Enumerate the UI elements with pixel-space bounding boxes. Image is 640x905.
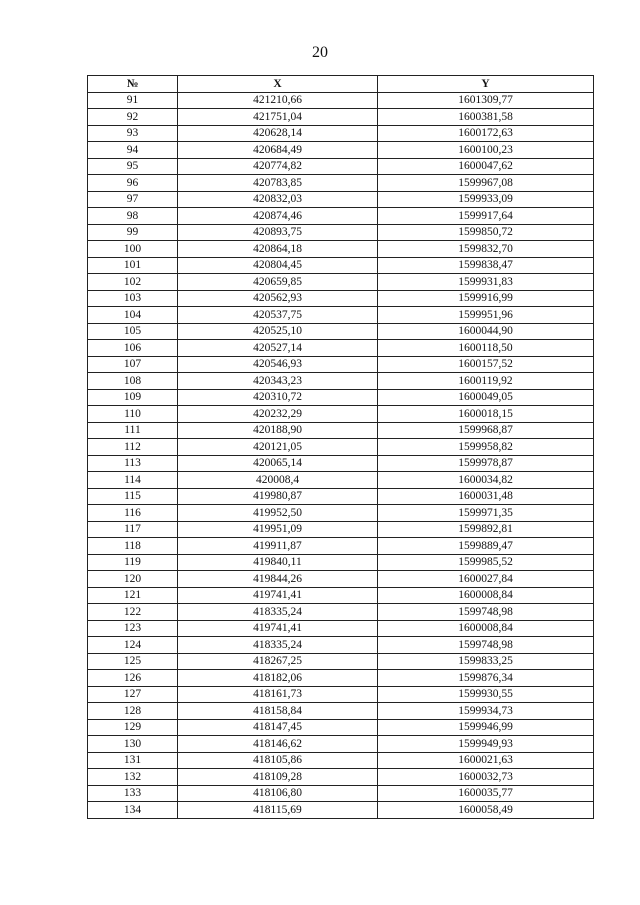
column-header-y: Y (378, 76, 594, 93)
cell-number: 92 (88, 109, 178, 126)
cell-x: 418335,24 (178, 637, 378, 654)
table-body (88, 92, 594, 818)
table-row (88, 290, 594, 307)
cell-number: 126 (88, 670, 178, 687)
cell-number: 119 (88, 554, 178, 571)
cell-number: 93 (88, 125, 178, 142)
table-row (88, 587, 594, 604)
cell-y: 1600008,84 (378, 620, 594, 637)
table-row (88, 323, 594, 340)
cell-x: 420562,93 (178, 290, 378, 307)
cell-x: 418335,24 (178, 604, 378, 621)
cell-y: 1599951,96 (378, 307, 594, 324)
cell-y: 1600034,82 (378, 472, 594, 489)
table-row (88, 142, 594, 159)
cell-x: 418105,86 (178, 752, 378, 769)
table-row (88, 769, 594, 786)
cell-y: 1599838,47 (378, 257, 594, 274)
table-row (88, 604, 594, 621)
cell-y: 1600044,90 (378, 323, 594, 340)
table-row (88, 109, 594, 126)
cell-y: 1599967,08 (378, 175, 594, 192)
cell-x: 420893,75 (178, 224, 378, 241)
table-row (88, 736, 594, 753)
cell-number: 134 (88, 802, 178, 819)
page-number: 20 (312, 44, 328, 61)
cell-y: 1599892,81 (378, 521, 594, 538)
cell-x: 419844,26 (178, 571, 378, 588)
cell-y: 1600100,23 (378, 142, 594, 159)
cell-y: 1600008,84 (378, 587, 594, 604)
cell-x: 420783,85 (178, 175, 378, 192)
cell-number: 117 (88, 521, 178, 538)
cell-y: 1601309,77 (378, 92, 594, 109)
cell-x: 419741,41 (178, 620, 378, 637)
table-row (88, 208, 594, 225)
cell-number: 102 (88, 274, 178, 291)
cell-x: 418109,28 (178, 769, 378, 786)
cell-x: 420525,10 (178, 323, 378, 340)
cell-y: 1599876,34 (378, 670, 594, 687)
table-row (88, 620, 594, 637)
cell-y: 1599946,99 (378, 719, 594, 736)
cell-y: 1599933,09 (378, 191, 594, 208)
table-row (88, 92, 594, 109)
cell-y: 1599931,83 (378, 274, 594, 291)
table-row (88, 785, 594, 802)
cell-y: 1599934,73 (378, 703, 594, 720)
table-row (88, 406, 594, 423)
cell-x: 418115,69 (178, 802, 378, 819)
cell-y: 1599832,70 (378, 241, 594, 258)
coordinates-table (87, 75, 594, 819)
cell-x: 421210,66 (178, 92, 378, 109)
cell-x: 420546,93 (178, 356, 378, 373)
table-row (88, 224, 594, 241)
cell-number: 108 (88, 373, 178, 390)
cell-number: 103 (88, 290, 178, 307)
cell-x: 420832,03 (178, 191, 378, 208)
table-row (88, 521, 594, 538)
cell-number: 94 (88, 142, 178, 159)
cell-number: 120 (88, 571, 178, 588)
cell-y: 1599985,52 (378, 554, 594, 571)
cell-y: 1599916,99 (378, 290, 594, 307)
cell-y: 1599968,87 (378, 422, 594, 439)
cell-y: 1599958,82 (378, 439, 594, 456)
cell-x: 418106,80 (178, 785, 378, 802)
table-row (88, 703, 594, 720)
cell-number: 106 (88, 340, 178, 357)
cell-x: 420121,05 (178, 439, 378, 456)
cell-x: 419952,50 (178, 505, 378, 522)
cell-x: 420008,4 (178, 472, 378, 489)
cell-number: 121 (88, 587, 178, 604)
cell-number: 122 (88, 604, 178, 621)
table-row (88, 752, 594, 769)
cell-x: 420659,85 (178, 274, 378, 291)
cell-y: 1599949,93 (378, 736, 594, 753)
cell-y: 1599978,87 (378, 455, 594, 472)
cell-x: 420684,49 (178, 142, 378, 159)
cell-x: 421751,04 (178, 109, 378, 126)
cell-number: 111 (88, 422, 178, 439)
cell-x: 420527,14 (178, 340, 378, 357)
cell-y: 1600027,84 (378, 571, 594, 588)
table-row (88, 191, 594, 208)
cell-y: 1600032,73 (378, 769, 594, 786)
cell-number: 131 (88, 752, 178, 769)
cell-number: 96 (88, 175, 178, 192)
cell-x: 420232,29 (178, 406, 378, 423)
cell-x: 418147,45 (178, 719, 378, 736)
cell-y: 1599917,64 (378, 208, 594, 225)
table-row (88, 158, 594, 175)
column-header-number: № (88, 76, 178, 93)
cell-y: 1600381,58 (378, 109, 594, 126)
table-row (88, 340, 594, 357)
cell-y: 1600119,92 (378, 373, 594, 390)
table-row (88, 439, 594, 456)
cell-number: 132 (88, 769, 178, 786)
cell-number: 104 (88, 307, 178, 324)
cell-number: 105 (88, 323, 178, 340)
cell-x: 419911,87 (178, 538, 378, 555)
table-row (88, 686, 594, 703)
cell-y: 1600035,77 (378, 785, 594, 802)
table-row (88, 670, 594, 687)
cell-y: 1599850,72 (378, 224, 594, 241)
cell-x: 420188,90 (178, 422, 378, 439)
cell-x: 419980,87 (178, 488, 378, 505)
cell-number: 124 (88, 637, 178, 654)
cell-number: 91 (88, 92, 178, 109)
cell-number: 112 (88, 439, 178, 456)
table-row (88, 719, 594, 736)
table-row (88, 455, 594, 472)
cell-x: 418182,06 (178, 670, 378, 687)
cell-y: 1599833,25 (378, 653, 594, 670)
cell-y: 1599748,98 (378, 637, 594, 654)
cell-number: 116 (88, 505, 178, 522)
table-row (88, 571, 594, 588)
column-header-x: X (178, 76, 378, 93)
cell-x: 420864,18 (178, 241, 378, 258)
cell-number: 129 (88, 719, 178, 736)
cell-x: 419951,09 (178, 521, 378, 538)
cell-number: 130 (88, 736, 178, 753)
cell-x: 420343,23 (178, 373, 378, 390)
cell-number: 101 (88, 257, 178, 274)
table-row (88, 505, 594, 522)
cell-y: 1600031,48 (378, 488, 594, 505)
cell-number: 107 (88, 356, 178, 373)
cell-y: 1599889,47 (378, 538, 594, 555)
table-row (88, 257, 594, 274)
cell-number: 110 (88, 406, 178, 423)
cell-number: 98 (88, 208, 178, 225)
cell-x: 420537,75 (178, 307, 378, 324)
cell-y: 1600021,63 (378, 752, 594, 769)
cell-y: 1600018,15 (378, 406, 594, 423)
cell-x: 418161,73 (178, 686, 378, 703)
cell-number: 128 (88, 703, 178, 720)
cell-y: 1600172,63 (378, 125, 594, 142)
cell-number: 133 (88, 785, 178, 802)
cell-number: 95 (88, 158, 178, 175)
cell-number: 99 (88, 224, 178, 241)
cell-y: 1599748,98 (378, 604, 594, 621)
cell-y: 1600047,62 (378, 158, 594, 175)
cell-number: 118 (88, 538, 178, 555)
table-row (88, 274, 594, 291)
table-row (88, 802, 594, 819)
table-row (88, 422, 594, 439)
table-row (88, 538, 594, 555)
cell-x: 420310,72 (178, 389, 378, 406)
cell-number: 113 (88, 455, 178, 472)
cell-number: 127 (88, 686, 178, 703)
cell-y: 1600049,05 (378, 389, 594, 406)
cell-number: 109 (88, 389, 178, 406)
cell-x: 420628,14 (178, 125, 378, 142)
cell-number: 125 (88, 653, 178, 670)
cell-number: 97 (88, 191, 178, 208)
cell-x: 418267,25 (178, 653, 378, 670)
cell-x: 420874,46 (178, 208, 378, 225)
table-row (88, 653, 594, 670)
cell-x: 420774,82 (178, 158, 378, 175)
cell-number: 100 (88, 241, 178, 258)
cell-x: 420804,45 (178, 257, 378, 274)
cell-x: 419840,11 (178, 554, 378, 571)
table-row (88, 241, 594, 258)
cell-y: 1600157,52 (378, 356, 594, 373)
table-row (88, 373, 594, 390)
table-header-row (88, 76, 594, 93)
cell-number: 123 (88, 620, 178, 637)
table-row (88, 307, 594, 324)
cell-x: 420065,14 (178, 455, 378, 472)
cell-x: 418158,84 (178, 703, 378, 720)
table-row (88, 488, 594, 505)
cell-y: 1599930,55 (378, 686, 594, 703)
table-row (88, 637, 594, 654)
table-row (88, 389, 594, 406)
cell-y: 1600058,49 (378, 802, 594, 819)
cell-x: 419741,41 (178, 587, 378, 604)
cell-x: 418146,62 (178, 736, 378, 753)
table-row (88, 356, 594, 373)
table-row (88, 554, 594, 571)
cell-y: 1600118,50 (378, 340, 594, 357)
table-row (88, 472, 594, 489)
table-row (88, 175, 594, 192)
cell-y: 1599971,35 (378, 505, 594, 522)
table-row (88, 125, 594, 142)
cell-number: 115 (88, 488, 178, 505)
cell-number: 114 (88, 472, 178, 489)
